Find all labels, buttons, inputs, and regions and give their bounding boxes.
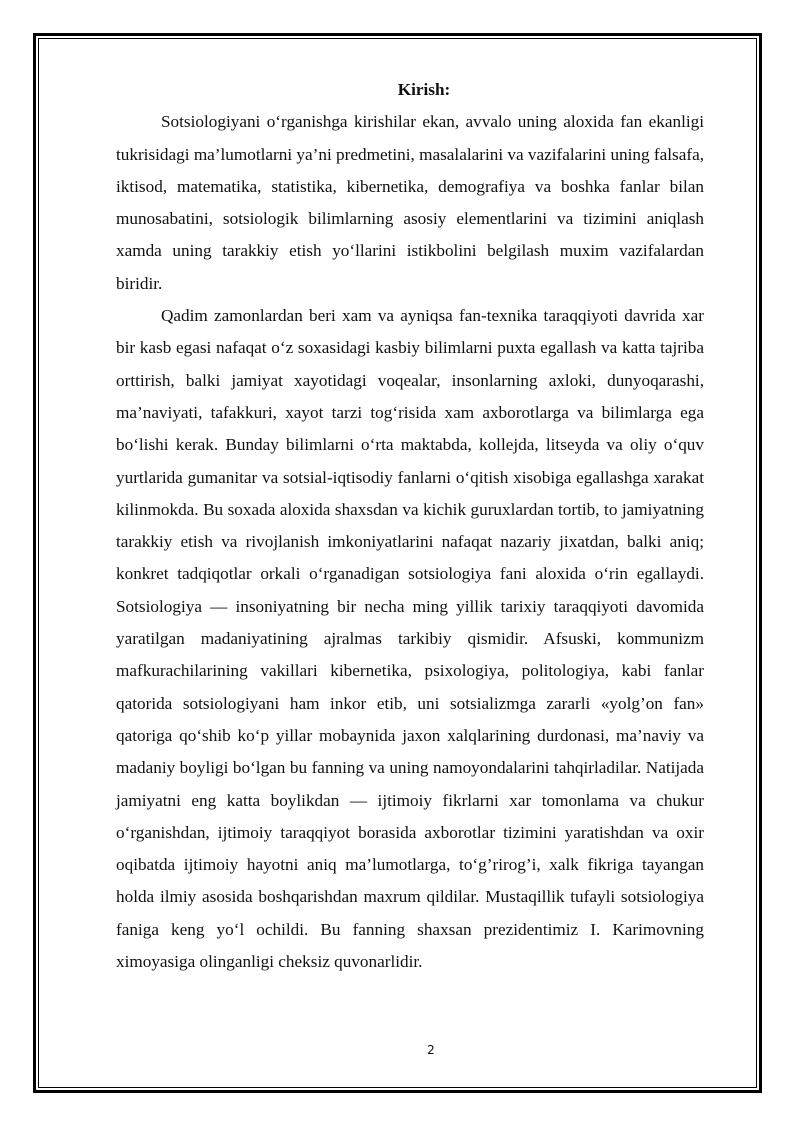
document-body — [116, 74, 704, 978]
document-heading: Kirish: — [397, 80, 451, 99]
paragraph-intro: Sotsiologiyani o‘rganishga kirishilar ekan, avvalo uning aloxida fan ekanligi tukrisidagi ma’lumotlarni ya’ni predmetini, masalalarini va vazifalarini uning falsafa, iktisod, matematika, statistika, kibernetika, demografiya va boshka fanlar bilan munosabatini, sotsiologik bilimlarning asosiy elementlarini va tizimini aniqlash xamda uning tarakkiy etish yo‘llarini istikbolini belgilash muxim vazifalardan biridir. — [116, 112, 704, 293]
paragraph-main: Qadim zamonlardan beri xam va ayniqsa fan-texnika taraqqiyoti davrida xar bir kasb egasi nafaqat o‘z soxasidagi kasbiy bilimlarni puxta egallash va katta tajriba orttirish, balki jamiyat xayotidagi voqealar, insonlarning axloki, dunyoqarashi, ma’naviyati, tafakkuri, xayot tarzi tog‘risida xam axborotlarga va bilimlarga ega bo‘lishi kerak. Bunday bilimlarni o‘rta maktabda, kollejda, litseyda va oliy o‘quv yurtlarida gumanitar va sotsial-iqtisodiy fanlarni o‘qitish xisobiga egallashga xarakat kilinmokda. Bu soxada aloxida shaxsdan va kichik guruxlardan tortib, to jamiyatning tarakkiy etish va rivojlanish imkoniyatlarini nafaqat nazariy jixatdan, balki aniq; konkret tadqiqotlar orkali o‘rganadigan sotsiologiya fani aloxida o‘rin egallaydi. Sotsiologiya — insoniyatning bir necha ming yillik tarixiy taraqqiyoti davomida yaratilgan madaniyatining ajralmas tarkibiy qismidir. Afsuski, kommunizm mafkurachilarining vakillari kibernetika, psixologiya, politologiya, kabi fanlar qatorida sotsiologiyani ham inkor etib, uni sotsializmga zararli «yolg’on fan» qatoriga qo‘shib ko‘p yillar mobaynida jaxon xalqlarining durdonasi, ma’naviy va madaniy boyligi bo‘lgan bu fanning va uning namoyondalarini tahqirladilar. Natijada jamiyatni eng katta boylikdan — ijtimoiy fikrlarni xar tomonlama va chukur o‘rganishdan, ijtimoiy taraqqiyot borasida axborotlar tizimini yaratishdan va oxir oqibatda ijtimoiy hayotni aniq ma’lumotlarga, to‘g’rirog’i, xalk fikriga tayangan holda ilmiy asosida boshqarishdan maxrum qildilar. Mustaqillik tufayli sotsiologiya faniga keng yo‘l ochildi. Bu fanning shaxsan prezidentimiz I. Karimovning ximoyasiga olinganligi cheksiz quvonarlidir. — [116, 306, 704, 972]
page-number: 2 — [427, 1043, 435, 1057]
